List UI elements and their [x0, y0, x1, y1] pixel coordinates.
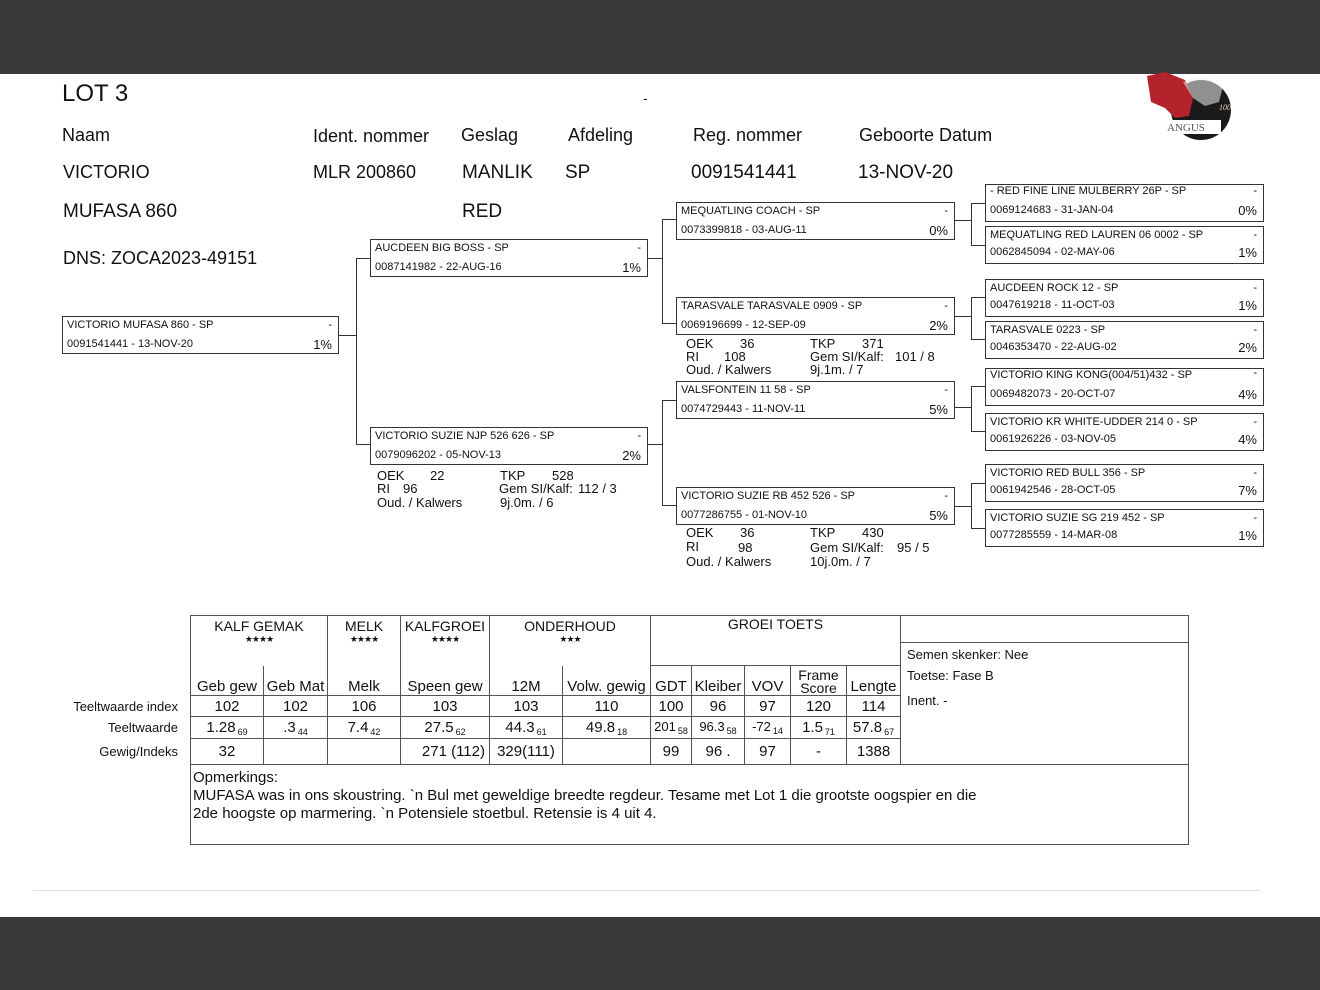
tw-accuracy: 62: [455, 726, 466, 737]
tw-accuracy: 44: [297, 726, 308, 737]
pedigree-name: AUCDEEN ROCK 12 - SP: [990, 282, 1119, 294]
connector: [356, 444, 370, 445]
stat-gem-value: 101 / 8: [895, 349, 935, 364]
pedigree-reg: 0069482073 - 20-OCT-07: [990, 388, 1116, 400]
stat-gem-label: Gem SI/Kalf:: [810, 349, 884, 364]
pedigree-dash: -: [1253, 467, 1257, 479]
connector: [955, 316, 971, 317]
pedigree-name: TARASVALE 0223 - SP: [990, 324, 1106, 336]
connector: [356, 258, 370, 259]
pedigree-dash: -: [1253, 229, 1257, 241]
stat-tkp-value: 371: [862, 336, 884, 351]
connector: [971, 386, 985, 387]
pedigree-reg: 0077285559 - 14-MAR-08: [990, 529, 1118, 541]
pedigree-dash: -: [1253, 324, 1257, 336]
pedigree-self[interactable]: [62, 316, 339, 354]
cell-index: 97: [745, 696, 791, 717]
connector: [971, 297, 985, 298]
group-label: GROEI TOETS: [727, 616, 824, 632]
row-label-index: Teeltwaarde index: [73, 699, 178, 714]
stat-gem-label: Gem SI/Kalf:: [499, 481, 573, 496]
footer-divider: [33, 890, 1259, 891]
animal-afdeling: SP: [565, 162, 591, 183]
cell-tw: [791, 717, 847, 739]
col-kleiber: Kleiber: [692, 666, 745, 696]
connector: [971, 245, 985, 246]
pedigree-name: VICTORIO SUZIE NJP 526 626 - SP: [375, 430, 555, 442]
tw-value: 1.28: [206, 718, 236, 736]
col-gdt: GDT: [651, 666, 692, 696]
cell-index: 100: [651, 696, 692, 717]
stat-oud-label: Oud. / Kalwers: [377, 495, 463, 510]
col-melk: Melk: [328, 666, 401, 696]
group-kalf-gemak: [191, 616, 328, 666]
stat-gem-label: Gem SI/Kalf:: [810, 540, 884, 555]
pedigree-name: VICTORIO SUZIE RB 452 526 - SP: [681, 490, 856, 502]
cell-gewig: 32: [191, 739, 264, 765]
tw-accuracy: 18: [617, 726, 628, 737]
logo-text: ANGUS: [1167, 122, 1205, 134]
pedigree-pct: 1%: [622, 260, 641, 275]
cell-tw: [264, 717, 328, 739]
group-label: MELK: [344, 618, 384, 634]
pedigree-pct: 0%: [929, 223, 948, 238]
pedigree-dash: -: [328, 319, 332, 331]
pedigree-sdd[interactable]: [985, 321, 1264, 359]
tw-value: .3: [283, 718, 296, 736]
cell-index: 96: [692, 696, 745, 717]
tw-accuracy: 71: [824, 726, 835, 737]
cell-tw: [401, 717, 490, 739]
pedigree-name: VICTORIO RED BULL 356 - SP: [990, 467, 1146, 479]
pedigree-dam-sire[interactable]: [676, 381, 955, 419]
pedigree-dsd[interactable]: [985, 413, 1264, 451]
cell-gewig: [264, 739, 328, 765]
col-geb-gew: Geb gew: [191, 666, 264, 696]
stat-oud-value: 10j.0m. / 7: [810, 554, 871, 569]
tw-value: 1.5: [802, 718, 823, 736]
cell-index: 103: [490, 696, 563, 717]
connector: [356, 258, 357, 444]
cell-gewig: 97: [745, 739, 791, 765]
svg-text:100: 100: [1219, 103, 1231, 112]
connector: [971, 297, 972, 339]
connector: [955, 407, 971, 408]
pedigree-name: VICTORIO SUZIE SG 219 452 - SP: [990, 512, 1165, 524]
tw-value: 44.3: [505, 718, 535, 736]
cell-tw: [563, 717, 651, 739]
pedigree-sire-sire[interactable]: [676, 202, 955, 240]
pedigree-ssd[interactable]: [985, 226, 1264, 264]
pedigree-pct: 5%: [929, 508, 948, 523]
stat-oek-label: OEK: [686, 336, 714, 351]
stat-oud-label: Oud. / Kalwers: [686, 554, 772, 569]
cell-tw: [191, 717, 264, 739]
cell-gewig: 1388: [847, 739, 901, 765]
connector: [971, 483, 985, 484]
header-geboorte: Geboorte Datum: [859, 125, 993, 145]
animal-ident: MLR 200860: [313, 162, 417, 182]
lot-number: LOT 3: [62, 80, 129, 107]
col-12m: 12M: [490, 666, 563, 696]
pedigree-dss[interactable]: [985, 368, 1264, 406]
animal-name-2: MUFASA 860: [63, 201, 178, 222]
toetse: Toetse: Fase B: [907, 668, 994, 683]
pedigree-reg: 0087141982 - 22-AUG-16: [375, 261, 502, 273]
pedigree-name: - RED FINE LINE MULBERRY 26P - SP: [990, 185, 1187, 197]
row-label-teeltwaarde: Teeltwaarde: [107, 720, 178, 735]
group-kalfgroei: [401, 616, 490, 666]
pedigree-pct: 5%: [929, 402, 948, 417]
stat-tkp-value: 528: [552, 468, 574, 483]
rating-stars: ★★★: [559, 634, 581, 644]
group-melk: [328, 616, 401, 666]
stat-oek-label: OEK: [686, 525, 714, 540]
pedigree-dash: -: [1253, 282, 1257, 294]
cell-index: 102: [264, 696, 328, 717]
tw-value: 27.5: [424, 718, 454, 736]
connector: [971, 528, 985, 529]
pedigree-pct: 1%: [313, 337, 332, 352]
connector: [662, 400, 663, 505]
pedigree-dash: -: [944, 205, 948, 217]
pedigree-sire[interactable]: [370, 239, 648, 277]
pedigree-ddd[interactable]: [985, 509, 1264, 547]
bottom-dark-bar: [0, 917, 1320, 990]
stat-oek-label: OEK: [377, 468, 405, 483]
animal-name-1: VICTORIO: [63, 162, 150, 182]
connector: [662, 400, 676, 401]
pedigree-pct: 2%: [929, 318, 948, 333]
header-afdeling: Afdeling: [568, 125, 634, 145]
pedigree-dash: -: [1253, 416, 1257, 428]
group-groei-toets: [651, 616, 901, 666]
center-dash: -: [643, 90, 648, 106]
group-label: KALFGROEI: [404, 618, 486, 634]
stat-oek-value: 36: [740, 336, 755, 351]
stat-ri-value: 98: [738, 540, 753, 555]
cell-index: 102: [191, 696, 264, 717]
row-label-gewig: Gewig/Indeks: [99, 744, 178, 759]
pedigree-dash: -: [1253, 185, 1257, 197]
pedigree-pct: 4%: [1238, 387, 1257, 402]
connector: [971, 203, 972, 245]
stat-gem-value: 112 / 3: [578, 481, 617, 496]
top-dark-bar: [0, 0, 1320, 74]
opmerkings-line-1: MUFASA was in ons skoustring. `n Bul met geweldige breedte regdeur. Tesame met Lot 1 die grootste oogspier en die: [193, 787, 977, 804]
stat-tkp-label: TKP: [810, 525, 836, 540]
animal-geboorte: 13-NOV-20: [858, 162, 954, 183]
semen-skenker: Semen skenker: Nee: [907, 647, 1029, 662]
group-label: KALF GEMAK: [214, 618, 304, 634]
pedigree-name: TARASVALE TARASVALE 0909 - SP: [681, 300, 863, 312]
cell-tw: [692, 717, 745, 739]
pedigree-name: AUCDEEN BIG BOSS - SP: [375, 242, 509, 254]
col-frame-score: Frame Score: [791, 666, 847, 696]
stat-tkp-label: TKP: [810, 336, 836, 351]
opmerkings-label: Opmerkings:: [193, 769, 279, 786]
header-ident: Ident. nommer: [313, 126, 430, 146]
pedigree-reg: 0073399818 - 03-AUG-11: [681, 224, 807, 236]
pedigree-pct: 1%: [1238, 245, 1257, 260]
connector: [662, 323, 676, 324]
pedigree-name: VICTORIO KR WHITE-UDDER 214 0 - SP: [990, 416, 1198, 428]
animal-geslag: MANLIK: [462, 162, 533, 183]
pedigree-pct: 1%: [1238, 528, 1257, 543]
pedigree-pct: 2%: [622, 448, 641, 463]
header-reg: Reg. nommer: [693, 125, 803, 145]
stat-oud-value: 9j.1m. / 7: [810, 362, 864, 377]
group-label: ONDERHOUD: [524, 618, 616, 634]
cell-gewig: 99: [651, 739, 692, 765]
side-info-blank: [901, 616, 1188, 643]
stat-oud-label: Oud. / Kalwers: [686, 362, 772, 377]
rating-stars: ★★★★: [244, 634, 274, 644]
tw-accuracy: 42: [370, 726, 381, 737]
stat-oek-value: 22: [430, 468, 445, 483]
connector: [662, 505, 676, 506]
pedigree-reg: 0061942546 - 28-OCT-05: [990, 484, 1116, 496]
connector: [648, 444, 662, 445]
stat-oud-value: 9j.0m. / 6: [500, 495, 554, 510]
pedigree-dash: -: [637, 242, 641, 254]
tw-value: 7.4: [347, 718, 369, 736]
stat-ri-value: 96: [403, 481, 418, 496]
connector: [648, 258, 662, 259]
col-speen-gew: Speen gew: [401, 666, 490, 696]
animal-kleur: RED: [462, 201, 503, 222]
tw-accuracy: 69: [237, 726, 248, 737]
cell-index: 106: [328, 696, 401, 717]
cell-gewig: [328, 739, 401, 765]
connector: [339, 335, 356, 336]
rating-stars: ★★★★: [430, 634, 460, 644]
pedigree-reg: 0079096202 - 05-NOV-13: [375, 449, 501, 461]
cell-tw: [490, 717, 563, 739]
animal-dns: DNS: ZOCA2023-49151: [63, 248, 258, 268]
stat-ri-label: RI: [686, 539, 699, 554]
inent: Inent. -: [907, 693, 948, 708]
stat-ri-value: 108: [724, 349, 746, 364]
header-naam: Naam: [62, 125, 111, 145]
connector: [971, 339, 985, 340]
connector: [971, 431, 985, 432]
opmerkings-line-2: 2de hoogste op marmering. `n Potensiele stoetbul. Retensie is 4 uit 4.: [193, 805, 657, 822]
cell-gewig: -: [791, 739, 847, 765]
pedigree-dam[interactable]: [370, 427, 648, 465]
animal-reg: 0091541441: [691, 162, 797, 183]
cell-tw: [745, 717, 791, 739]
cell-gewig: 271 (112): [401, 739, 490, 765]
performance-table: [190, 615, 1189, 845]
pedigree-dash: -: [1253, 367, 1257, 379]
col-geb-mat: Geb Mat: [264, 666, 328, 696]
stat-oek-value: 36: [740, 525, 755, 540]
pedigree-dam-dam[interactable]: [676, 487, 955, 525]
opmerkings-cell: [191, 765, 1189, 845]
stat-tkp-value: 430: [862, 525, 884, 540]
cell-index: 103: [401, 696, 490, 717]
tw-accuracy: 14: [772, 726, 783, 736]
cell-tw: [651, 717, 692, 739]
stat-ri-label: RI: [686, 349, 699, 364]
side-info-cell: [901, 616, 1189, 765]
col-lengte: Lengte: [847, 666, 901, 696]
connector: [971, 483, 972, 528]
connector: [971, 203, 985, 204]
tw-accuracy: 67: [884, 726, 895, 737]
connector: [662, 219, 676, 220]
tw-value: 96.3: [699, 719, 725, 734]
col-volw-gewig: Volw. gewig: [563, 666, 651, 696]
pedigree-reg: 0047619218 - 11-OCT-03: [990, 299, 1115, 311]
stat-gem-value: 95 / 5: [897, 540, 930, 555]
tw-value: 49.8: [585, 718, 616, 736]
header-geslag: Geslag: [461, 125, 519, 145]
pedigree-pct: 0%: [1238, 203, 1257, 218]
pedigree-reg: 0061926226 - 03-NOV-05: [990, 433, 1116, 445]
angus-logo: [1145, 72, 1235, 150]
pedigree-reg: 0069124683 - 31-JAN-04: [990, 204, 1114, 216]
pedigree-sire-dam[interactable]: [676, 297, 955, 335]
pedigree-dash: -: [1253, 512, 1257, 524]
pedigree-name: MEQUATLING COACH - SP: [681, 205, 821, 217]
pedigree-name: VICTORIO MUFASA 860 - SP: [67, 319, 214, 331]
cell-gewig: 96 .: [692, 739, 745, 765]
pedigree-pct: 1%: [1238, 298, 1257, 313]
tw-accuracy: 61: [536, 726, 547, 737]
pedigree-reg: 0062845094 - 02-MAY-06: [990, 246, 1115, 258]
connector: [955, 220, 971, 221]
tw-value: 201: [654, 719, 676, 734]
pedigree-dds[interactable]: [985, 464, 1264, 502]
cell-tw: [328, 717, 401, 739]
pedigree-sds[interactable]: [985, 279, 1264, 317]
cell-gewig: [563, 739, 651, 765]
tw-accuracy: 58: [726, 726, 737, 736]
stat-tkp-label: TKP: [500, 468, 526, 483]
pedigree-name: MEQUATLING RED LAUREN 06 0002 - SP: [990, 229, 1204, 241]
cell-index: 114: [847, 696, 901, 717]
pedigree-dash: -: [944, 490, 948, 502]
connector: [955, 506, 971, 507]
cell-index: 110: [563, 696, 651, 717]
pedigree-pct: 2%: [1238, 340, 1257, 355]
tw-value: -72: [752, 719, 771, 734]
pedigree-dash: -: [637, 430, 641, 442]
stat-ri-label: RI: [377, 481, 390, 496]
pedigree-reg: 0069196699 - 12-SEP-09: [681, 319, 806, 331]
group-onderhoud: [490, 616, 651, 666]
pedigree-reg: 0074729443 - 11-NOV-11: [681, 403, 806, 415]
pedigree-pct: 7%: [1238, 483, 1257, 498]
pedigree-reg: 0046353470 - 22-AUG-02: [990, 341, 1117, 353]
pedigree-sss[interactable]: [985, 184, 1264, 222]
cell-gewig: 329(111): [490, 739, 563, 765]
tw-accuracy: 58: [677, 726, 688, 736]
cell-index: 120: [791, 696, 847, 717]
col-vov: VOV: [745, 666, 791, 696]
connector: [971, 386, 972, 431]
pedigree-pct: 4%: [1238, 432, 1257, 447]
pedigree-dash: -: [944, 300, 948, 312]
tw-value: 57.8: [852, 718, 883, 736]
pedigree-name: VALSFONTEIN 11 58 - SP: [681, 384, 811, 396]
connector: [662, 219, 663, 323]
cell-tw: [847, 717, 901, 739]
pedigree-name: VICTORIO KING KONG(004/51)432 - SP: [990, 369, 1193, 381]
pedigree-reg: 0077286755 - 01-NOV-10: [681, 509, 807, 521]
pedigree-dash: -: [944, 384, 948, 396]
rating-stars: ★★★★: [349, 634, 379, 644]
pedigree-reg: 0091541441 - 13-NOV-20: [67, 338, 193, 350]
